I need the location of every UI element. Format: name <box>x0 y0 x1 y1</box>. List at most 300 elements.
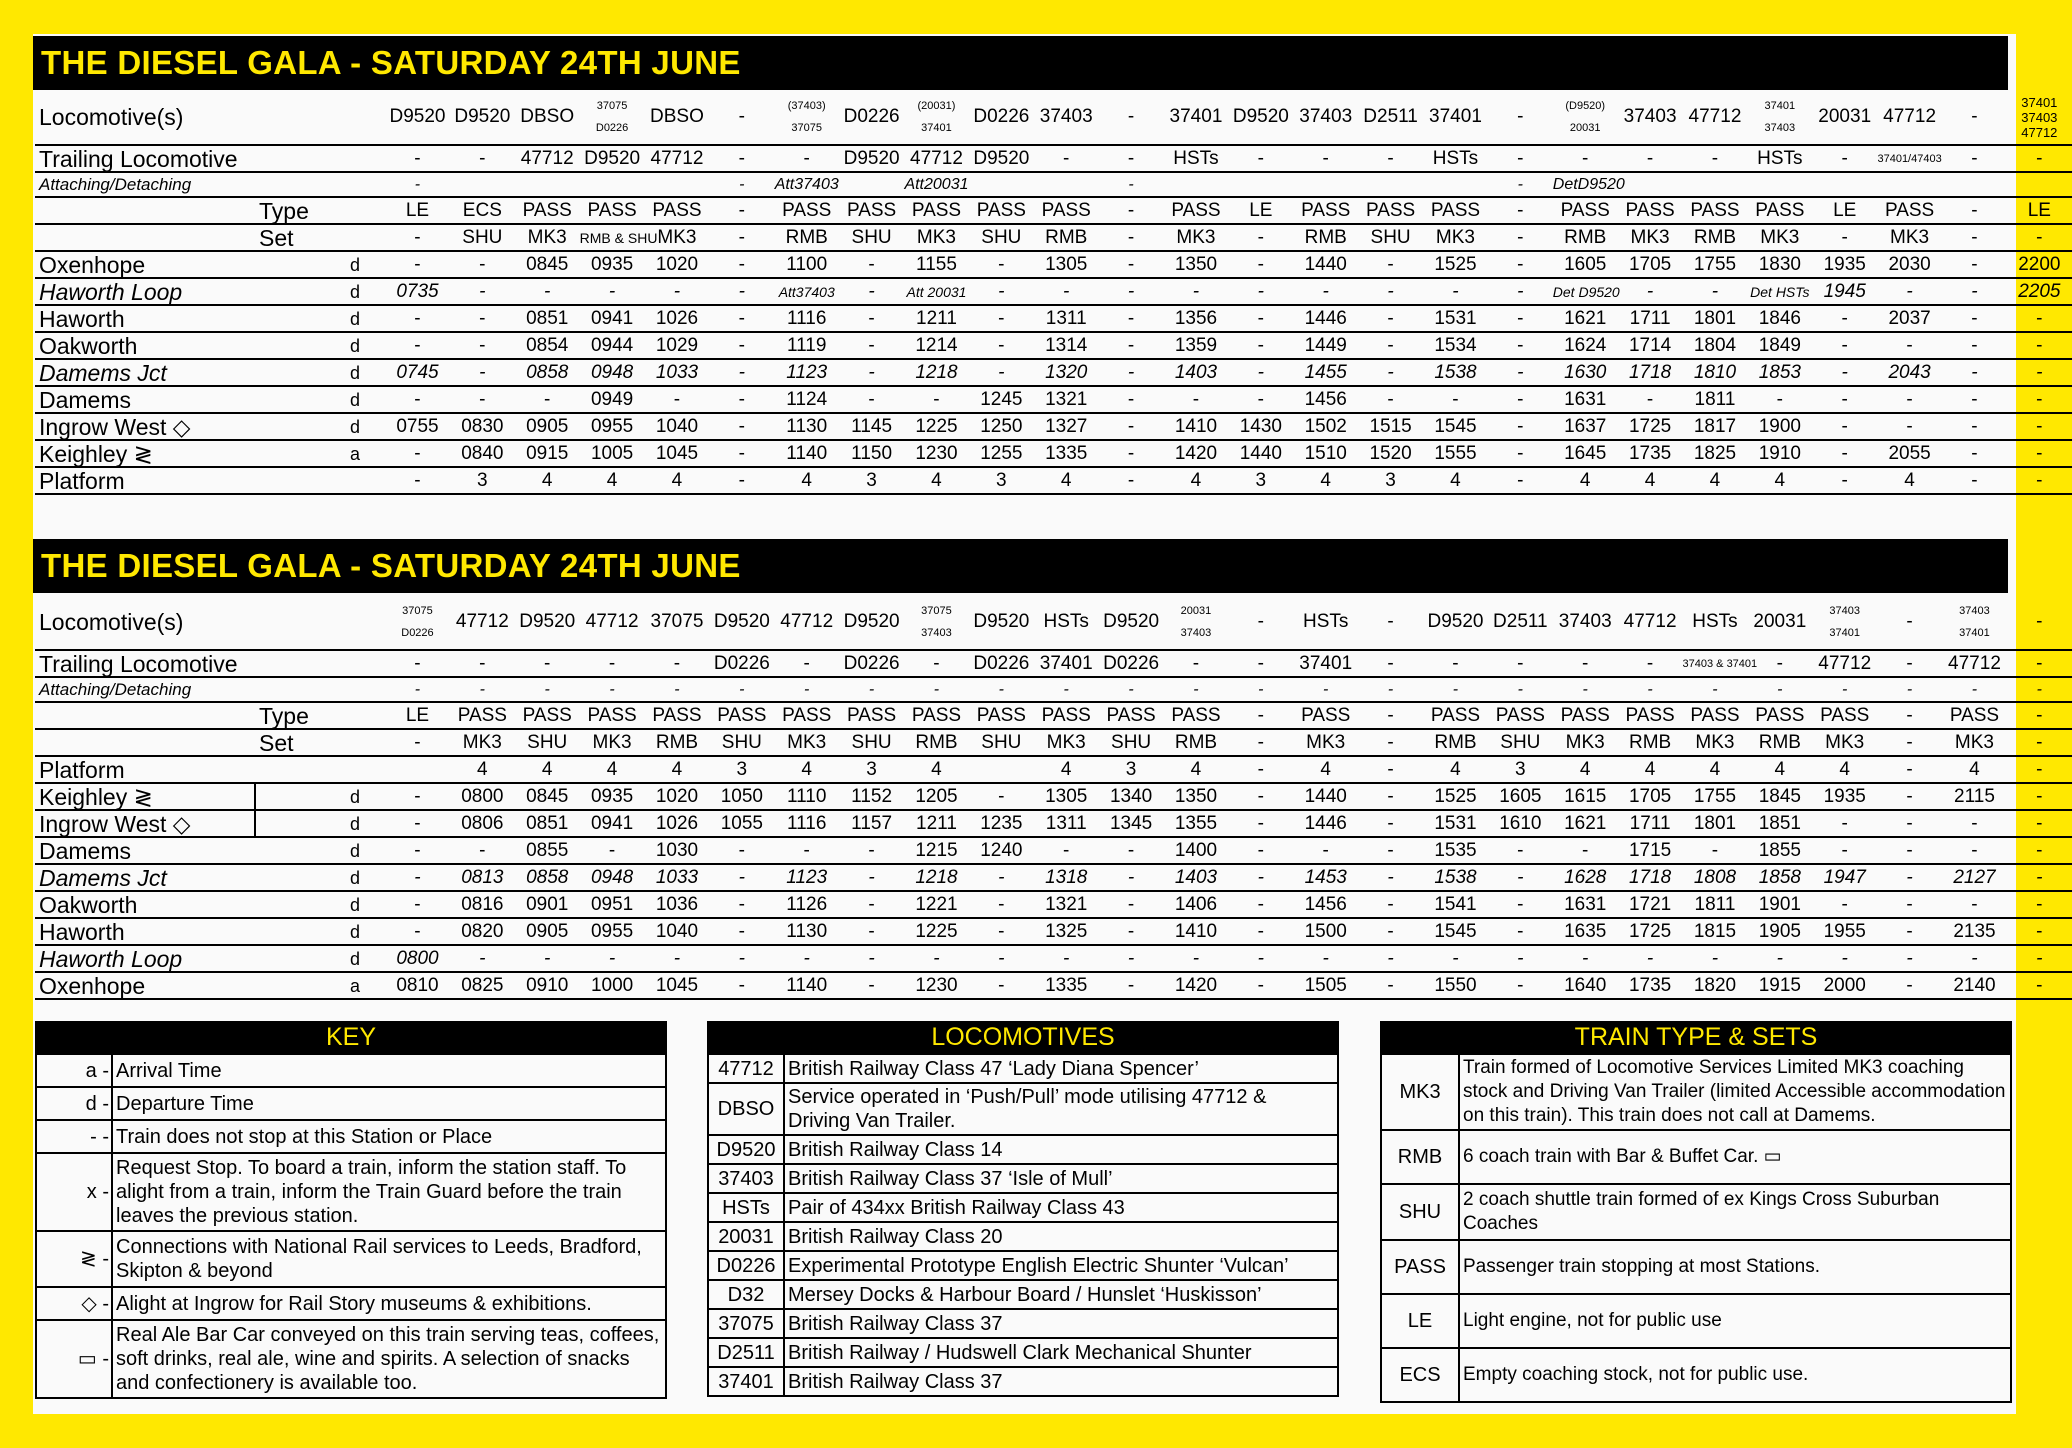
cell: PASS <box>1877 197 1942 224</box>
cell: - <box>2007 783 2072 810</box>
cell: - <box>1423 945 1488 972</box>
cell: - <box>1228 783 1293 810</box>
cell: 2205 <box>2007 278 2072 305</box>
cell: - <box>1488 386 1553 413</box>
cell: 3 <box>1228 467 1293 494</box>
cell: - <box>1683 278 1748 305</box>
legend-row <box>708 1251 1338 1280</box>
cell: - <box>1228 729 1293 756</box>
station-row-label: Damems Jct <box>35 359 255 386</box>
cell: - <box>709 332 774 359</box>
cell: 1525 <box>1423 251 1488 278</box>
cell: - <box>1488 359 1553 386</box>
cell: - <box>1812 440 1877 467</box>
cell: - <box>904 677 969 702</box>
legend-row <box>708 1338 1338 1367</box>
legend-description: Arrival Time <box>112 1054 666 1087</box>
cell: SHU <box>709 729 774 756</box>
cell <box>515 172 580 197</box>
cell: 0845 <box>515 783 580 810</box>
cell: - <box>1358 945 1423 972</box>
cell: 1124 <box>774 386 839 413</box>
cell: HSTs <box>1423 145 1488 172</box>
cell: MK3 <box>1812 729 1877 756</box>
cell: - <box>1228 945 1293 972</box>
cell: - <box>1488 864 1553 891</box>
cell: 1605 <box>1553 251 1618 278</box>
set-row-sublabel: Set <box>255 224 325 251</box>
cell: 47712 <box>580 595 645 650</box>
cell: D9520 <box>709 595 774 650</box>
cell: - <box>1164 945 1229 972</box>
cell: 4 <box>1618 756 1683 783</box>
cell: - <box>1423 677 1488 702</box>
cell: PASS <box>1812 702 1877 729</box>
cell: - <box>1942 197 2007 224</box>
cell: 2043 <box>1877 359 1942 386</box>
cell: 1230 <box>904 972 969 999</box>
station-row-ad: d <box>325 251 385 278</box>
cell: - <box>969 359 1034 386</box>
station-row-ad: d <box>325 810 385 837</box>
loco-code: D9520 <box>708 1135 784 1164</box>
cell: 1130 <box>774 413 839 440</box>
cell: - <box>1683 677 1748 702</box>
cell: 0813 <box>450 864 515 891</box>
cell: - <box>1099 90 1164 145</box>
cell: PASS <box>1293 197 1358 224</box>
cell <box>1747 172 1812 197</box>
cell: - <box>709 440 774 467</box>
cell: 1327 <box>1034 413 1099 440</box>
cell: - <box>1942 837 2007 864</box>
legend-description: British Railway Class 47 ‘Lady Diana Spencer’ <box>784 1054 1338 1083</box>
cell: MK3 <box>1618 224 1683 251</box>
cell: D9520 <box>969 145 1034 172</box>
cell: - <box>385 810 450 837</box>
cell: 3 <box>839 467 904 494</box>
cell: - <box>385 251 450 278</box>
cell: 1356 <box>1164 305 1229 332</box>
cell: D9520 <box>969 595 1034 650</box>
station-row <box>35 891 2072 918</box>
cell: 1321 <box>1034 386 1099 413</box>
cell: - <box>1358 891 1423 918</box>
cell: - <box>709 90 774 145</box>
cell: DBSO <box>645 90 710 145</box>
cell: 0935 <box>580 251 645 278</box>
cell: 1825 <box>1683 440 1748 467</box>
cell: - <box>580 677 645 702</box>
cell: - <box>969 864 1034 891</box>
cell: 1935 <box>1812 783 1877 810</box>
cell: - <box>385 729 450 756</box>
station-row-ad: d <box>325 359 385 386</box>
cell: - <box>1812 332 1877 359</box>
cell: 0941 <box>580 305 645 332</box>
cell: - <box>1812 945 1877 972</box>
cell: - <box>515 945 580 972</box>
cell: - <box>1683 945 1748 972</box>
cell: - <box>709 467 774 494</box>
cell: 0840 <box>450 440 515 467</box>
station-row-label: Damems <box>35 837 255 864</box>
cell: 1026 <box>645 305 710 332</box>
cell: - <box>1618 145 1683 172</box>
cell: D9520 <box>515 595 580 650</box>
cell: - <box>2007 413 2072 440</box>
cell: 1225 <box>904 918 969 945</box>
cell: - <box>450 650 515 677</box>
station-row-ad: a <box>325 972 385 999</box>
platform-row <box>35 467 2072 494</box>
cell: 1858 <box>1747 864 1812 891</box>
cell: 3 <box>839 756 904 783</box>
legend-row <box>708 1222 1338 1251</box>
cell: PASS <box>1618 197 1683 224</box>
cell: 1635 <box>1553 918 1618 945</box>
legend-row <box>708 1280 1338 1309</box>
cell: PASS <box>1747 702 1812 729</box>
cell <box>1942 172 2007 197</box>
cell: - <box>1683 837 1748 864</box>
cell: D9520 <box>839 595 904 650</box>
cell: - <box>969 332 1034 359</box>
cell: MK3 <box>1747 224 1812 251</box>
cell: 1320 <box>1034 359 1099 386</box>
cell: - <box>1228 224 1293 251</box>
cell: 1449 <box>1293 332 1358 359</box>
cell: SHU <box>839 729 904 756</box>
set-row <box>35 224 2072 251</box>
cell: - <box>1488 251 1553 278</box>
cell: 1735 <box>1618 440 1683 467</box>
cell: - <box>1942 945 2007 972</box>
station-row-sublabel <box>255 810 325 837</box>
cell: - <box>385 145 450 172</box>
cell: 1235 <box>969 810 1034 837</box>
cell: 1036 <box>645 891 710 918</box>
cell: - <box>645 650 710 677</box>
cell: 1221 <box>904 891 969 918</box>
cell: - <box>1228 650 1293 677</box>
cell: 0944 <box>580 332 645 359</box>
cell: 1455 <box>1293 359 1358 386</box>
attach-row <box>35 677 2072 702</box>
cell <box>1164 172 1229 197</box>
cell: - <box>1747 386 1812 413</box>
cell: PASS <box>969 197 1034 224</box>
cell: 1505 <box>1293 972 1358 999</box>
cell: 1531 <box>1423 810 1488 837</box>
cell: PASS <box>515 197 580 224</box>
cell: 1545 <box>1423 413 1488 440</box>
cell: 1116 <box>774 810 839 837</box>
cell: 1550 <box>1423 972 1488 999</box>
cell: - <box>1293 837 1358 864</box>
cell: 1711 <box>1618 810 1683 837</box>
cell: - <box>839 332 904 359</box>
cell: 1420 <box>1164 440 1229 467</box>
cell: 4 <box>904 756 969 783</box>
station-row-label: Oakworth <box>35 891 255 918</box>
cell: 0910 <box>515 972 580 999</box>
cell: 1325 <box>1034 918 1099 945</box>
cell: PASS <box>904 702 969 729</box>
locomotives-table <box>707 1053 1339 1397</box>
station-row <box>35 278 2072 305</box>
legend-row <box>708 1135 1338 1164</box>
cell: - <box>1812 305 1877 332</box>
cell: 4 <box>1293 756 1358 783</box>
cell: RMB <box>1034 224 1099 251</box>
cell: RMB <box>1553 224 1618 251</box>
cell: - <box>1618 278 1683 305</box>
cell: - <box>1747 945 1812 972</box>
cell: 2030 <box>1877 251 1942 278</box>
cell: 1410 <box>1164 413 1229 440</box>
cell: HSTs <box>1034 595 1099 650</box>
cell: - <box>1099 386 1164 413</box>
cell: 1123 <box>774 359 839 386</box>
cell: HSTs <box>1164 145 1229 172</box>
cell: 1645 <box>1553 440 1618 467</box>
cell: - <box>1877 702 1942 729</box>
cell: - <box>1488 278 1553 305</box>
cell: 47712 <box>774 595 839 650</box>
cell: - <box>1034 145 1099 172</box>
cell: - <box>2007 305 2072 332</box>
cell: - <box>709 251 774 278</box>
station-row-sublabel <box>255 837 325 864</box>
station-row-label: Oxenhope <box>35 972 255 999</box>
cell: - <box>1099 837 1164 864</box>
cell: 1830 <box>1747 251 1812 278</box>
station-row-ad: d <box>325 305 385 332</box>
train-type-code: PASS <box>1381 1240 1459 1294</box>
cell: 1245 <box>969 386 1034 413</box>
key-symbol: d - <box>36 1087 112 1120</box>
cell: 1555 <box>1423 440 1488 467</box>
locomotives-title: LOCOMOTIVES <box>707 1021 1339 1053</box>
cell: - <box>2007 386 2072 413</box>
cell: - <box>1877 810 1942 837</box>
cell: - <box>1358 650 1423 677</box>
cell: - <box>1423 386 1488 413</box>
cell: 0755 <box>385 413 450 440</box>
cell: 1453 <box>1293 864 1358 891</box>
cell: 37401 <box>1423 90 1488 145</box>
cell: - <box>450 677 515 702</box>
key-title: KEY <box>35 1021 667 1053</box>
cell: 1630 <box>1553 359 1618 386</box>
cell: - <box>1228 595 1293 650</box>
cell: - <box>1942 145 2007 172</box>
cell: 1218 <box>904 359 969 386</box>
cell: - <box>1553 145 1618 172</box>
cell: 1520 <box>1358 440 1423 467</box>
cell: D9520 <box>1099 595 1164 650</box>
cell: - <box>969 918 1034 945</box>
cell: 2140 <box>1942 972 2007 999</box>
cell: PASS <box>1683 702 1748 729</box>
cell: 37401/47403 <box>1877 145 1942 172</box>
legend-row <box>36 1153 666 1231</box>
cell: 1718 <box>1618 864 1683 891</box>
set-row-ad <box>325 224 385 251</box>
cell: - <box>1034 278 1099 305</box>
cell: - <box>969 891 1034 918</box>
cell: 0854 <box>515 332 580 359</box>
cell: 4 <box>580 756 645 783</box>
cell: - <box>385 650 450 677</box>
cell: 1721 <box>1618 891 1683 918</box>
cell: 1456 <box>1293 386 1358 413</box>
cell: 1531 <box>1423 305 1488 332</box>
cell: - <box>1358 729 1423 756</box>
cell <box>839 172 904 197</box>
cell: 0816 <box>450 891 515 918</box>
cell: 1140 <box>774 440 839 467</box>
cell: 1456 <box>1293 891 1358 918</box>
cell: - <box>1358 305 1423 332</box>
station-row <box>35 918 2072 945</box>
cell: 2055 <box>1877 440 1942 467</box>
cell: - <box>1228 359 1293 386</box>
cell: 0949 <box>580 386 645 413</box>
cell: - <box>1812 359 1877 386</box>
legend-description: 6 coach train with Bar & Buffet Car. ▭ <box>1459 1130 2011 1184</box>
cell: - <box>1228 278 1293 305</box>
cell: - <box>1358 810 1423 837</box>
cell: DetD9520 <box>1553 172 1618 197</box>
cell <box>1293 172 1358 197</box>
set-row-label <box>35 224 255 251</box>
cell: 1150 <box>839 440 904 467</box>
cell: 1140 <box>774 972 839 999</box>
cell: 1851 <box>1747 810 1812 837</box>
cell: SHU <box>515 729 580 756</box>
cell: 1340 <box>1099 783 1164 810</box>
train-type-code: MK3 <box>1381 1054 1459 1130</box>
cell: 1033 <box>645 359 710 386</box>
cell: 4 <box>1034 467 1099 494</box>
cell: - <box>1164 386 1229 413</box>
cell: - <box>1488 172 1553 197</box>
timetable-bottom <box>35 595 2072 1000</box>
cell: PASS <box>1293 702 1358 729</box>
cell: 1440 <box>1228 440 1293 467</box>
cell: - <box>1099 224 1164 251</box>
cell: - <box>385 467 450 494</box>
station-row-ad: d <box>325 864 385 891</box>
station-row-label: Keighley ≷ <box>35 440 255 467</box>
cell: 1030 <box>645 837 710 864</box>
cell: - <box>839 864 904 891</box>
cell: 1211 <box>904 305 969 332</box>
cell: - <box>1877 756 1942 783</box>
cell: - <box>1877 595 1942 650</box>
cell: 1152 <box>839 783 904 810</box>
cell: 1250 <box>969 413 1034 440</box>
cell: 20031 <box>1747 595 1812 650</box>
cell: - <box>1228 972 1293 999</box>
cell: 37403 <box>1293 90 1358 145</box>
cell: PASS <box>1358 197 1423 224</box>
cell: - <box>1747 677 1812 702</box>
legend-row <box>708 1367 1338 1396</box>
locomotives-row <box>35 90 2072 145</box>
cell: 4 <box>645 467 710 494</box>
cell: D9520 <box>450 90 515 145</box>
legend-description: Train formed of Locomotive Services Limited MK3 coaching stock and Driving Van Trailer (limited Accessible accommodation on this train). This train does not call at Damems. <box>1459 1054 2011 1130</box>
cell: 1314 <box>1034 332 1099 359</box>
locomotives-row-label: Locomotive(s) <box>35 595 385 650</box>
cell: 37401 <box>1293 650 1358 677</box>
cell: - <box>450 386 515 413</box>
cell: - <box>450 837 515 864</box>
cell: 47712 <box>1683 90 1748 145</box>
cell: SHU <box>450 224 515 251</box>
cell: 4 <box>450 756 515 783</box>
cell: - <box>1358 595 1423 650</box>
cell: - <box>385 305 450 332</box>
cell: 37075 D0226 <box>580 90 645 145</box>
cell: 0830 <box>450 413 515 440</box>
cell: - <box>1099 305 1164 332</box>
cell: - <box>1488 891 1553 918</box>
cell: 2000 <box>1812 972 1877 999</box>
cell: - <box>1358 278 1423 305</box>
legend-description: British Railway Class 37 ‘Isle of Mull’ <box>784 1164 1338 1193</box>
cell <box>1423 172 1488 197</box>
legend-row <box>1381 1240 2011 1294</box>
cell: PASS <box>709 702 774 729</box>
cell: - <box>2007 810 2072 837</box>
legend-row <box>1381 1054 2011 1130</box>
cell: 0901 <box>515 891 580 918</box>
cell: 1440 <box>1293 783 1358 810</box>
cell: 1817 <box>1683 413 1748 440</box>
cell: D0226 <box>969 90 1034 145</box>
cell: - <box>1099 918 1164 945</box>
cell: 4 <box>1164 756 1229 783</box>
cell: D0226 <box>1099 650 1164 677</box>
cell: LE <box>385 702 450 729</box>
cell: - <box>1553 945 1618 972</box>
legend-description: British Railway Class 14 <box>784 1135 1338 1164</box>
cell: 1714 <box>1618 332 1683 359</box>
cell: - <box>1488 305 1553 332</box>
cell: - <box>2007 650 2072 677</box>
cell: - <box>1812 677 1877 702</box>
station-row-ad: d <box>325 332 385 359</box>
station-row-label: Haworth <box>35 918 255 945</box>
cell: PASS <box>1942 702 2007 729</box>
cell: - <box>2007 891 2072 918</box>
legend-description: British Railway Class 20 <box>784 1222 1338 1251</box>
cell: - <box>385 783 450 810</box>
cell: 37075 37403 <box>904 595 969 650</box>
type-row-ad <box>325 197 385 224</box>
cell: - <box>1164 650 1229 677</box>
station-row-label: Haworth Loop <box>35 945 255 972</box>
cell: - <box>450 359 515 386</box>
cell: 1538 <box>1423 359 1488 386</box>
cell: - <box>1358 251 1423 278</box>
cell: PASS <box>969 702 1034 729</box>
cell: - <box>709 837 774 864</box>
